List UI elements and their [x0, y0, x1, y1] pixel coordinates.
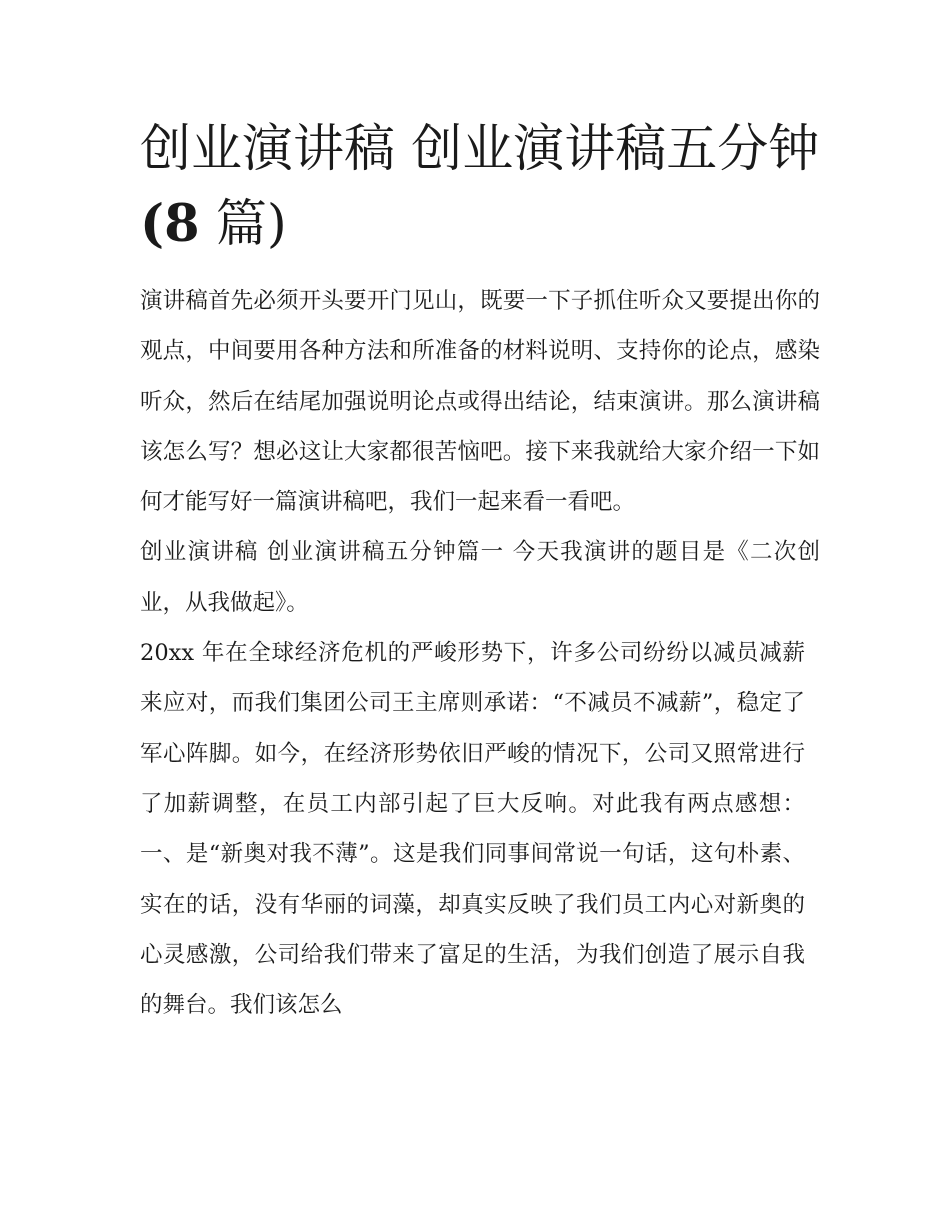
- document-content: [140, 112, 820, 1030]
- title-line-1: 创业演讲稿 创业演讲稿五分钟: [140, 120, 820, 179]
- document-body: [140, 276, 820, 1030]
- intro-paragraph: 演讲稿首先必须开头要开门见山，既要一下子抓住听众又要提出你的观点，中间要用各种方法和所准备的材料说明、支持你的论点，感染听众，然后在结尾加强说明论点或得出结论，结束演讲。那么演讲稿该怎么写？想必这让大家都很苦恼吧。接下来我就给大家介绍一下如何才能写好一篇演讲稿吧，我们一起来看一看吧。: [140, 288, 820, 516]
- document-title: [140, 112, 820, 262]
- title-count: (8: [140, 194, 200, 254]
- speech-heading-paragraph: 创业演讲稿 创业演讲稿五分钟篇一 今天我演讲的题目是《二次创业，从我做起》。: [140, 539, 820, 616]
- title-count-suffix: 篇): [199, 195, 287, 254]
- speech-body-paragraph: 20xx 年在全球经济危机的严峻形势下，许多公司纷纷以减员减薪来应对，而我们集团公司王主席则承诺：“不减员不减薪”，稳定了军心阵脚。如今，在经济形势依旧严峻的情况下，公司又照常进行了加薪调整，在员工内部引起了巨大反响。对此我有两点感想：一、是“新奥对我不薄”。这是我们同事间常说一句话，这句朴素、实在的话，没有华丽的词藻，却真实反映了我们员工内心对新奥的心灵感激，公司给我们带来了富足的生活，为我们创造了展示自我的舞台。我们该怎么: [140, 640, 805, 1019]
